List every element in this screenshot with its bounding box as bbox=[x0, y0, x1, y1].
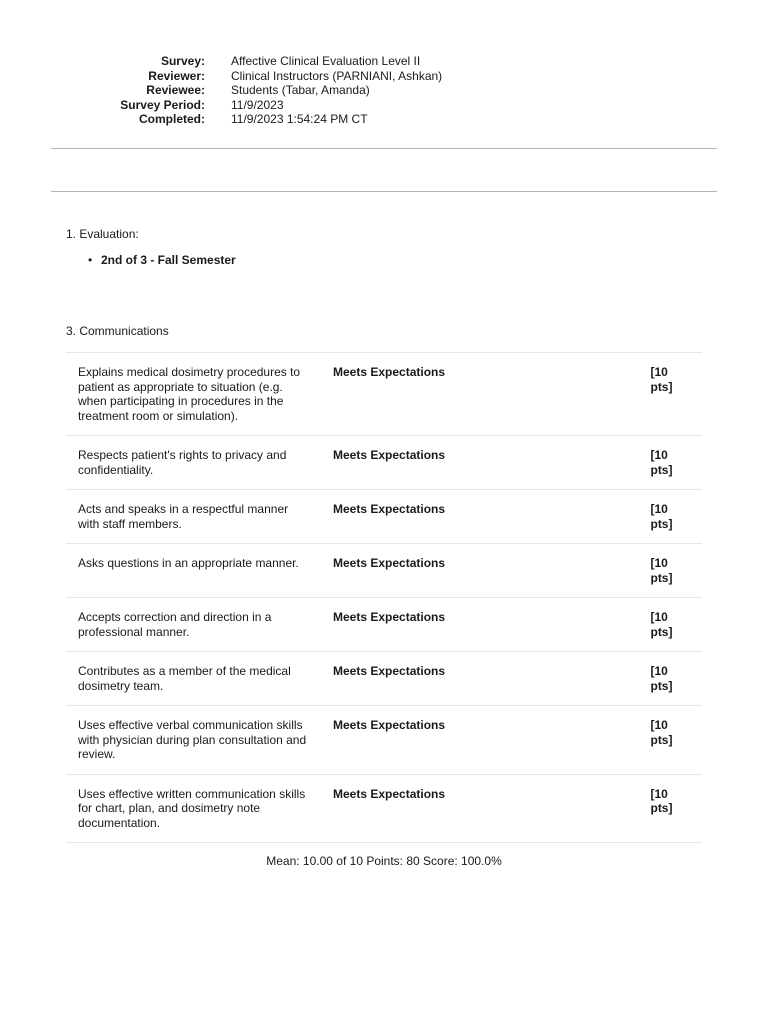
table-row bbox=[66, 353, 702, 436]
communications-heading: 3. Communications bbox=[66, 324, 169, 338]
points-text: [10 pts] bbox=[638, 652, 702, 706]
table-row bbox=[66, 706, 702, 775]
meta-value: 11/9/2023 bbox=[231, 97, 284, 112]
meta-value: 11/9/2023 1:54:24 PM CT bbox=[231, 112, 368, 126]
meta-value: Students (Tabar, Amanda) bbox=[231, 83, 370, 97]
divider bbox=[51, 191, 717, 192]
meta-label: Survey Period: bbox=[120, 97, 205, 112]
rating-text: Meets Expectations bbox=[321, 774, 638, 843]
points-text: [10 pts] bbox=[638, 774, 702, 843]
criterion-text: Explains medical dosimetry procedures to patient as appropriate to situation (e.g. when participating in procedures in the treatment room or simulation). bbox=[66, 353, 321, 436]
survey-meta bbox=[0, 54, 768, 127]
criterion-text: Respects patient's rights to privacy and confidentiality. bbox=[66, 436, 321, 490]
meta-label: Reviewee: bbox=[146, 83, 205, 97]
table-row bbox=[66, 436, 702, 490]
meta-row-survey bbox=[0, 54, 768, 69]
meta-label: Reviewer: bbox=[148, 68, 205, 83]
points-text: [10 pts] bbox=[638, 490, 702, 544]
evaluation-list bbox=[88, 253, 236, 268]
rating-text: Meets Expectations bbox=[321, 353, 638, 436]
bullet-icon: • bbox=[88, 253, 93, 267]
meta-label: Completed: bbox=[139, 112, 205, 126]
divider bbox=[51, 148, 717, 149]
meta-row-reviewer bbox=[0, 69, 768, 84]
score-summary: Mean: 10.00 of 10 Points: 80 Score: 100.0% bbox=[266, 854, 502, 868]
rating-text: Meets Expectations bbox=[321, 544, 638, 598]
table-row bbox=[66, 598, 702, 652]
table-row bbox=[66, 652, 702, 706]
rating-text: Meets Expectations bbox=[321, 436, 638, 490]
criterion-text: Contributes as a member of the medical dosimetry team. bbox=[66, 652, 321, 706]
rating-text: Meets Expectations bbox=[321, 598, 638, 652]
points-text: [10 pts] bbox=[638, 544, 702, 598]
rating-text: Meets Expectations bbox=[321, 652, 638, 706]
meta-row-survey-period bbox=[0, 98, 768, 113]
criterion-text: Accepts correction and direction in a professional manner. bbox=[66, 598, 321, 652]
points-text: [10 pts] bbox=[638, 706, 702, 775]
criterion-text: Acts and speaks in a respectful manner with staff members. bbox=[66, 490, 321, 544]
rating-text: Meets Expectations bbox=[321, 706, 638, 775]
points-text: [10 pts] bbox=[638, 436, 702, 490]
meta-label: Survey: bbox=[160, 54, 205, 68]
list-item bbox=[88, 253, 236, 268]
points-text: [10 pts] bbox=[638, 598, 702, 652]
points-text: [10 pts] bbox=[638, 353, 702, 436]
rating-text: Meets Expectations bbox=[321, 490, 638, 544]
criterion-text: Asks questions in an appropriate manner. bbox=[66, 544, 321, 598]
communications-table bbox=[66, 352, 702, 843]
table-row bbox=[66, 490, 702, 544]
table-row bbox=[66, 544, 702, 598]
meta-row-completed bbox=[0, 112, 768, 127]
meta-value: Clinical Instructors (PARNIANI, Ashkan) bbox=[231, 68, 443, 83]
evaluation-value: 2nd of 3 - Fall Semester bbox=[101, 253, 236, 267]
criterion-text: Uses effective written communication skills for chart, plan, and dosimetry note documentation. bbox=[66, 774, 321, 843]
table-row bbox=[66, 774, 702, 843]
meta-row-reviewee bbox=[0, 83, 768, 98]
criterion-text: Uses effective verbal communication skills with physician during plan consultation and review. bbox=[66, 706, 321, 775]
evaluation-heading: 1. Evaluation: bbox=[66, 227, 139, 241]
meta-value: Affective Clinical Evaluation Level II bbox=[231, 54, 421, 68]
